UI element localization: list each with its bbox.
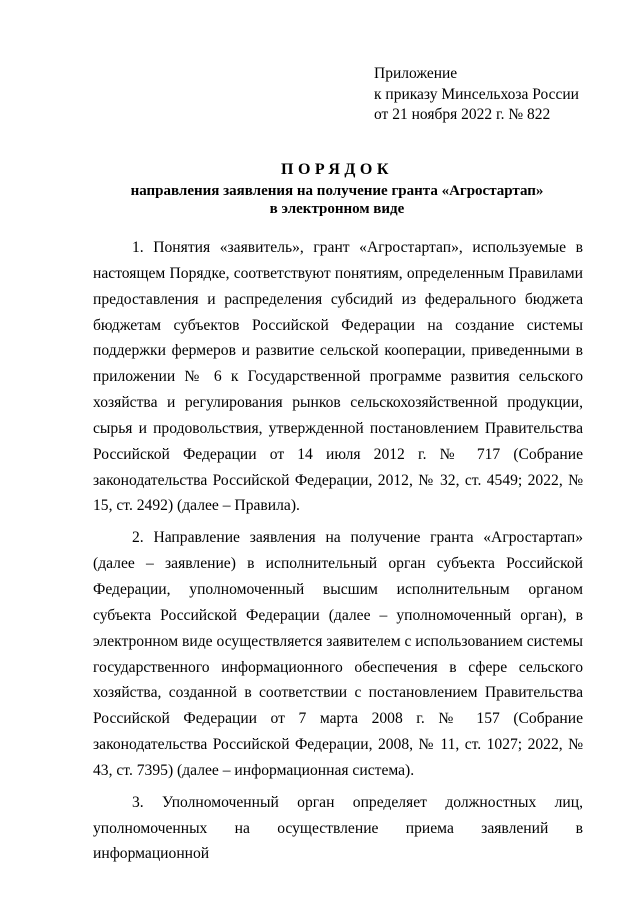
attachment-line-1: Приложение: [374, 65, 458, 82]
paragraph-1: 1. Понятия «заявитель», грант «Агростартап», используемые в настоящем Порядке, соответствуют понятиям, определенным Правилами предоставления и распределения субсидий из федерального бюджета бюджетам субъектов Российской Федерации на создание системы поддержки фермеров и развитие сельской кооперации, приведенными в приложении № 6 к Государственной программе развития сельского хозяйства и регулирования рынков сельскохозяйственной продукции, сырья и продовольствия, утвержденной постановлением Правительства Российской Федерации от 14 июля 2012 г. № 717 (Собрание законодательства Российской Федерации, 2012, № 32, ст. 4549; 2022, № 15, ст. 2492) (далее – Правила).: [93, 239, 583, 515]
document-body: [93, 235, 583, 867]
attachment-line-2: к приказу Минсельхоза России: [374, 85, 579, 103]
title-subtitle-line-1: направления заявления на получение гранта «Агростартап»: [130, 183, 544, 199]
paragraph-3: 3. Уполномоченный орган определяет должностных лиц, уполномоченных на осуществление приема заявлений в информационной: [93, 793, 583, 863]
attachment-header: [374, 64, 579, 126]
document-title: [90, 160, 584, 218]
attachment-line-3: от 21 ноября 2022 г. № 822: [374, 106, 551, 123]
title-subtitle-line-2: в электронном виде: [269, 201, 405, 217]
title-main: ПОРЯДОК: [281, 161, 393, 178]
paragraph-2: 2. Направление заявления на получение гранта «Агростартап» (далее – заявление) в исполнительный орган субъекта Российской Федерации, уполномоченный высшим исполнительным органом субъекта Российской Федерации (далее – уполномоченный орган), в электронном виде осуществляется заявителем с использованием системы государственного информационного обеспечения в сфере сельского хозяйства, созданной в соответствии с постановлением Правительства Российской Федерации от 7 марта 2008 г. № 157 (Собрание законодательства Российской Федерации, 2008, № 11, ст. 1027; 2022, № 43, ст. 7395) (далее – информационная система).: [93, 529, 583, 779]
